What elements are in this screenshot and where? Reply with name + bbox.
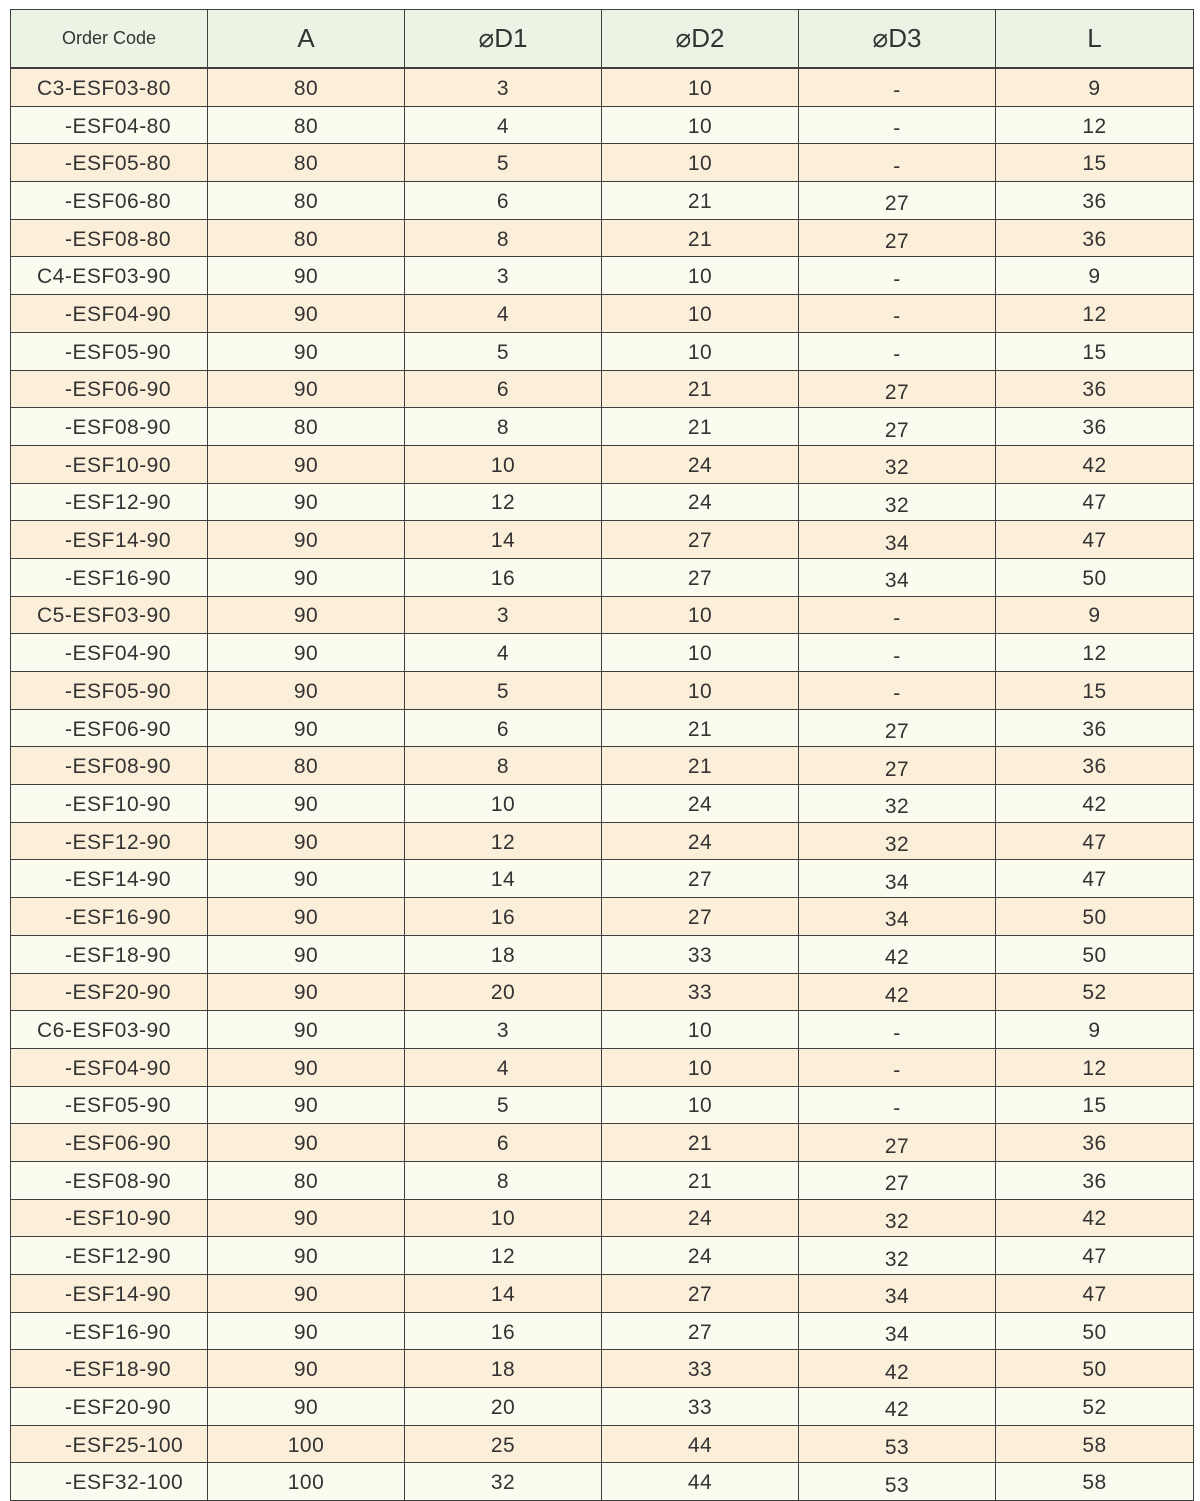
cell-d2: 10	[602, 144, 799, 182]
table-row	[11, 257, 1194, 295]
cell-l: 47	[996, 521, 1194, 559]
cell-d2: 33	[602, 1388, 799, 1426]
table-row	[11, 747, 1194, 785]
cell-d3: 34	[799, 1275, 996, 1313]
cell-d3: 53	[799, 1463, 996, 1501]
cell-a: 80	[208, 68, 405, 106]
cell-d2: 27	[602, 898, 799, 936]
cell-d1: 10	[405, 785, 602, 823]
cell-order-code: C4-ESF03-90	[11, 257, 208, 295]
cell-a: 90	[208, 1350, 405, 1388]
table-row	[11, 1124, 1194, 1162]
cell-d2: 27	[602, 521, 799, 559]
table-row	[11, 672, 1194, 710]
cell-order-code: -ESF05-90	[11, 332, 208, 370]
cell-d2: 27	[602, 558, 799, 596]
cell-l: 42	[996, 445, 1194, 483]
column-header-d2: ⌀D2	[602, 10, 799, 69]
cell-l: 9	[996, 1011, 1194, 1049]
cell-order-code: -ESF06-90	[11, 370, 208, 408]
cell-l: 9	[996, 68, 1194, 106]
cell-l: 36	[996, 709, 1194, 747]
cell-l: 50	[996, 1312, 1194, 1350]
cell-a: 90	[208, 935, 405, 973]
table-header	[11, 10, 1194, 69]
cell-d2: 24	[602, 1199, 799, 1237]
cell-d1: 14	[405, 521, 602, 559]
cell-d3: 42	[799, 1350, 996, 1388]
cell-d1: 10	[405, 1199, 602, 1237]
cell-d2: 21	[602, 1124, 799, 1162]
table-row	[11, 144, 1194, 182]
cell-l: 36	[996, 182, 1194, 220]
cell-d3: -	[799, 144, 996, 182]
cell-order-code: -ESF14-90	[11, 521, 208, 559]
table-row	[11, 1237, 1194, 1275]
cell-d2: 10	[602, 332, 799, 370]
cell-d1: 8	[405, 747, 602, 785]
cell-l: 9	[996, 257, 1194, 295]
cell-d3: -	[799, 596, 996, 634]
table-row	[11, 860, 1194, 898]
table-row	[11, 408, 1194, 446]
cell-order-code: -ESF08-90	[11, 1161, 208, 1199]
cell-d3: 27	[799, 408, 996, 446]
cell-order-code: -ESF12-90	[11, 822, 208, 860]
cell-d1: 5	[405, 1086, 602, 1124]
cell-d1: 12	[405, 483, 602, 521]
cell-order-code: -ESF10-90	[11, 785, 208, 823]
cell-d1: 3	[405, 68, 602, 106]
cell-l: 9	[996, 596, 1194, 634]
cell-order-code: -ESF10-90	[11, 445, 208, 483]
table-row	[11, 182, 1194, 220]
cell-d1: 3	[405, 257, 602, 295]
cell-d2: 44	[602, 1425, 799, 1463]
cell-d1: 18	[405, 935, 602, 973]
table-row	[11, 785, 1194, 823]
cell-d3: 27	[799, 1124, 996, 1162]
table-row	[11, 1463, 1194, 1501]
cell-order-code: C3-ESF03-80	[11, 68, 208, 106]
cell-d3: 34	[799, 521, 996, 559]
cell-a: 90	[208, 973, 405, 1011]
cell-order-code: -ESF12-90	[11, 1237, 208, 1275]
cell-l: 52	[996, 973, 1194, 1011]
cell-d2: 44	[602, 1463, 799, 1501]
cell-order-code: -ESF20-90	[11, 973, 208, 1011]
cell-d3: 42	[799, 973, 996, 1011]
cell-d3: 34	[799, 860, 996, 898]
cell-d2: 10	[602, 634, 799, 672]
cell-d2: 33	[602, 935, 799, 973]
cell-d3: 27	[799, 709, 996, 747]
cell-d1: 3	[405, 1011, 602, 1049]
cell-l: 36	[996, 408, 1194, 446]
column-header-d3: ⌀D3	[799, 10, 996, 69]
cell-a: 90	[208, 1011, 405, 1049]
cell-a: 90	[208, 1048, 405, 1086]
cell-d2: 21	[602, 219, 799, 257]
cell-d3: -	[799, 1048, 996, 1086]
table-row	[11, 634, 1194, 672]
cell-order-code: -ESF04-90	[11, 1048, 208, 1086]
cell-order-code: -ESF16-90	[11, 898, 208, 936]
cell-order-code: -ESF08-90	[11, 747, 208, 785]
cell-order-code: -ESF14-90	[11, 1275, 208, 1313]
cell-a: 90	[208, 672, 405, 710]
cell-d2: 10	[602, 68, 799, 106]
table-row	[11, 1199, 1194, 1237]
cell-l: 12	[996, 295, 1194, 333]
cell-d2: 10	[602, 596, 799, 634]
cell-order-code: -ESF14-90	[11, 860, 208, 898]
table-row	[11, 1161, 1194, 1199]
header-row	[11, 10, 1194, 69]
cell-a: 90	[208, 1312, 405, 1350]
cell-d1: 25	[405, 1425, 602, 1463]
cell-d1: 12	[405, 1237, 602, 1275]
cell-d1: 10	[405, 445, 602, 483]
cell-d3: 34	[799, 898, 996, 936]
cell-d1: 5	[405, 332, 602, 370]
cell-d2: 21	[602, 408, 799, 446]
cell-d1: 8	[405, 1161, 602, 1199]
cell-order-code: -ESF10-90	[11, 1199, 208, 1237]
cell-l: 12	[996, 634, 1194, 672]
cell-a: 90	[208, 1388, 405, 1426]
table-row	[11, 935, 1194, 973]
cell-d2: 10	[602, 295, 799, 333]
cell-a: 90	[208, 332, 405, 370]
table-row	[11, 295, 1194, 333]
cell-order-code: -ESF16-90	[11, 1312, 208, 1350]
table-row	[11, 1425, 1194, 1463]
column-header-l: L	[996, 10, 1194, 69]
cell-a: 80	[208, 747, 405, 785]
cell-a: 90	[208, 1124, 405, 1162]
cell-order-code: -ESF18-90	[11, 1350, 208, 1388]
table-row	[11, 1048, 1194, 1086]
cell-d2: 27	[602, 1312, 799, 1350]
cell-a: 90	[208, 822, 405, 860]
cell-d1: 5	[405, 144, 602, 182]
cell-a: 90	[208, 1199, 405, 1237]
cell-l: 47	[996, 822, 1194, 860]
cell-d1: 6	[405, 1124, 602, 1162]
cell-d2: 21	[602, 370, 799, 408]
cell-d3: -	[799, 68, 996, 106]
table-row	[11, 973, 1194, 1011]
cell-order-code: -ESF04-80	[11, 106, 208, 144]
cell-l: 47	[996, 1275, 1194, 1313]
cell-d1: 4	[405, 634, 602, 672]
cell-d2: 10	[602, 257, 799, 295]
cell-l: 47	[996, 860, 1194, 898]
cell-d2: 10	[602, 1086, 799, 1124]
table-row	[11, 709, 1194, 747]
cell-d3: 32	[799, 1199, 996, 1237]
cell-d3: 42	[799, 1388, 996, 1426]
table-row	[11, 1388, 1194, 1426]
cell-l: 36	[996, 1161, 1194, 1199]
cell-l: 50	[996, 935, 1194, 973]
cell-d1: 6	[405, 182, 602, 220]
cell-d1: 4	[405, 106, 602, 144]
cell-d3: -	[799, 106, 996, 144]
cell-a: 90	[208, 709, 405, 747]
cell-a: 90	[208, 521, 405, 559]
cell-d2: 10	[602, 1011, 799, 1049]
cell-d1: 5	[405, 672, 602, 710]
cell-order-code: -ESF32-100	[11, 1463, 208, 1501]
cell-d2: 27	[602, 1275, 799, 1313]
cell-order-code: -ESF20-90	[11, 1388, 208, 1426]
table-row	[11, 332, 1194, 370]
table-row	[11, 1275, 1194, 1313]
cell-d2: 10	[602, 106, 799, 144]
column-header-order-code: Order Code	[11, 10, 208, 69]
cell-l: 50	[996, 1350, 1194, 1388]
cell-d2: 24	[602, 483, 799, 521]
cell-d2: 27	[602, 860, 799, 898]
cell-d3: -	[799, 295, 996, 333]
cell-order-code: -ESF08-90	[11, 408, 208, 446]
cell-d2: 21	[602, 747, 799, 785]
cell-d1: 8	[405, 408, 602, 446]
cell-l: 12	[996, 106, 1194, 144]
cell-d2: 10	[602, 672, 799, 710]
cell-order-code: -ESF05-80	[11, 144, 208, 182]
cell-order-code: C6-ESF03-90	[11, 1011, 208, 1049]
spec-table	[10, 9, 1194, 1501]
cell-l: 58	[996, 1425, 1194, 1463]
cell-l: 47	[996, 1237, 1194, 1275]
cell-d2: 24	[602, 822, 799, 860]
cell-l: 15	[996, 332, 1194, 370]
table-row	[11, 1011, 1194, 1049]
cell-d3: 34	[799, 558, 996, 596]
cell-d2: 10	[602, 1048, 799, 1086]
cell-d2: 21	[602, 1161, 799, 1199]
table-row	[11, 370, 1194, 408]
cell-d1: 20	[405, 973, 602, 1011]
cell-d2: 24	[602, 785, 799, 823]
table-row	[11, 1350, 1194, 1388]
cell-a: 80	[208, 106, 405, 144]
cell-l: 12	[996, 1048, 1194, 1086]
cell-d3: -	[799, 1011, 996, 1049]
cell-d3: 32	[799, 785, 996, 823]
cell-a: 80	[208, 1161, 405, 1199]
cell-order-code: -ESF25-100	[11, 1425, 208, 1463]
cell-a: 80	[208, 408, 405, 446]
cell-l: 15	[996, 1086, 1194, 1124]
cell-a: 90	[208, 1237, 405, 1275]
cell-d2: 24	[602, 1237, 799, 1275]
table-row	[11, 1312, 1194, 1350]
table-row	[11, 219, 1194, 257]
cell-d3: -	[799, 332, 996, 370]
cell-d3: 27	[799, 182, 996, 220]
cell-d3: 32	[799, 1237, 996, 1275]
table-row	[11, 483, 1194, 521]
cell-order-code: -ESF06-80	[11, 182, 208, 220]
cell-l: 36	[996, 370, 1194, 408]
cell-l: 15	[996, 672, 1194, 710]
cell-a: 80	[208, 219, 405, 257]
cell-order-code: -ESF08-80	[11, 219, 208, 257]
cell-a: 90	[208, 295, 405, 333]
table-row	[11, 898, 1194, 936]
table-row	[11, 445, 1194, 483]
cell-d1: 14	[405, 1275, 602, 1313]
cell-d1: 16	[405, 1312, 602, 1350]
cell-d1: 4	[405, 1048, 602, 1086]
column-header-a: A	[208, 10, 405, 69]
cell-l: 42	[996, 1199, 1194, 1237]
cell-a: 90	[208, 596, 405, 634]
cell-a: 90	[208, 1275, 405, 1313]
cell-a: 90	[208, 483, 405, 521]
cell-order-code: -ESF05-90	[11, 1086, 208, 1124]
cell-d3: 27	[799, 219, 996, 257]
cell-d1: 4	[405, 295, 602, 333]
cell-a: 90	[208, 445, 405, 483]
cell-a: 90	[208, 634, 405, 672]
cell-d3: 53	[799, 1425, 996, 1463]
cell-d2: 33	[602, 1350, 799, 1388]
cell-l: 36	[996, 1124, 1194, 1162]
cell-a: 90	[208, 785, 405, 823]
table-row	[11, 68, 1194, 106]
cell-a: 100	[208, 1425, 405, 1463]
column-header-d1: ⌀D1	[405, 10, 602, 69]
cell-l: 15	[996, 144, 1194, 182]
cell-order-code: C5-ESF03-90	[11, 596, 208, 634]
cell-d1: 18	[405, 1350, 602, 1388]
cell-order-code: -ESF06-90	[11, 1124, 208, 1162]
cell-d1: 8	[405, 219, 602, 257]
cell-a: 90	[208, 558, 405, 596]
cell-d1: 16	[405, 558, 602, 596]
cell-d3: 32	[799, 445, 996, 483]
cell-d1: 6	[405, 370, 602, 408]
cell-order-code: -ESF16-90	[11, 558, 208, 596]
cell-d3: 42	[799, 935, 996, 973]
cell-d1: 20	[405, 1388, 602, 1426]
cell-order-code: -ESF06-90	[11, 709, 208, 747]
cell-d3: 32	[799, 483, 996, 521]
cell-order-code: -ESF04-90	[11, 295, 208, 333]
cell-d3: 27	[799, 1161, 996, 1199]
cell-a: 90	[208, 370, 405, 408]
cell-l: 42	[996, 785, 1194, 823]
cell-l: 36	[996, 219, 1194, 257]
cell-d3: 32	[799, 822, 996, 860]
cell-a: 90	[208, 257, 405, 295]
cell-order-code: -ESF04-90	[11, 634, 208, 672]
cell-a: 100	[208, 1463, 405, 1501]
cell-d1: 3	[405, 596, 602, 634]
cell-d3: -	[799, 672, 996, 710]
spec-table-container	[10, 9, 1193, 1501]
cell-l: 50	[996, 558, 1194, 596]
table-row	[11, 596, 1194, 634]
cell-a: 90	[208, 860, 405, 898]
table-row	[11, 822, 1194, 860]
cell-l: 50	[996, 898, 1194, 936]
cell-a: 90	[208, 1086, 405, 1124]
cell-d2: 33	[602, 973, 799, 1011]
table-row	[11, 521, 1194, 559]
cell-d1: 14	[405, 860, 602, 898]
cell-order-code: -ESF05-90	[11, 672, 208, 710]
cell-order-code: -ESF12-90	[11, 483, 208, 521]
cell-d3: -	[799, 257, 996, 295]
cell-d1: 32	[405, 1463, 602, 1501]
cell-d2: 21	[602, 709, 799, 747]
cell-d1: 16	[405, 898, 602, 936]
cell-a: 90	[208, 898, 405, 936]
cell-d2: 21	[602, 182, 799, 220]
cell-d1: 6	[405, 709, 602, 747]
cell-l: 58	[996, 1463, 1194, 1501]
table-row	[11, 558, 1194, 596]
cell-d3: 27	[799, 747, 996, 785]
cell-order-code: -ESF18-90	[11, 935, 208, 973]
table-row	[11, 1086, 1194, 1124]
cell-l: 52	[996, 1388, 1194, 1426]
cell-l: 47	[996, 483, 1194, 521]
cell-d3: 34	[799, 1312, 996, 1350]
table-body	[11, 68, 1194, 1501]
cell-l: 36	[996, 747, 1194, 785]
table-row	[11, 106, 1194, 144]
cell-d2: 24	[602, 445, 799, 483]
cell-d1: 12	[405, 822, 602, 860]
cell-a: 80	[208, 182, 405, 220]
cell-a: 80	[208, 144, 405, 182]
cell-d3: -	[799, 634, 996, 672]
cell-d3: -	[799, 1086, 996, 1124]
cell-d3: 27	[799, 370, 996, 408]
